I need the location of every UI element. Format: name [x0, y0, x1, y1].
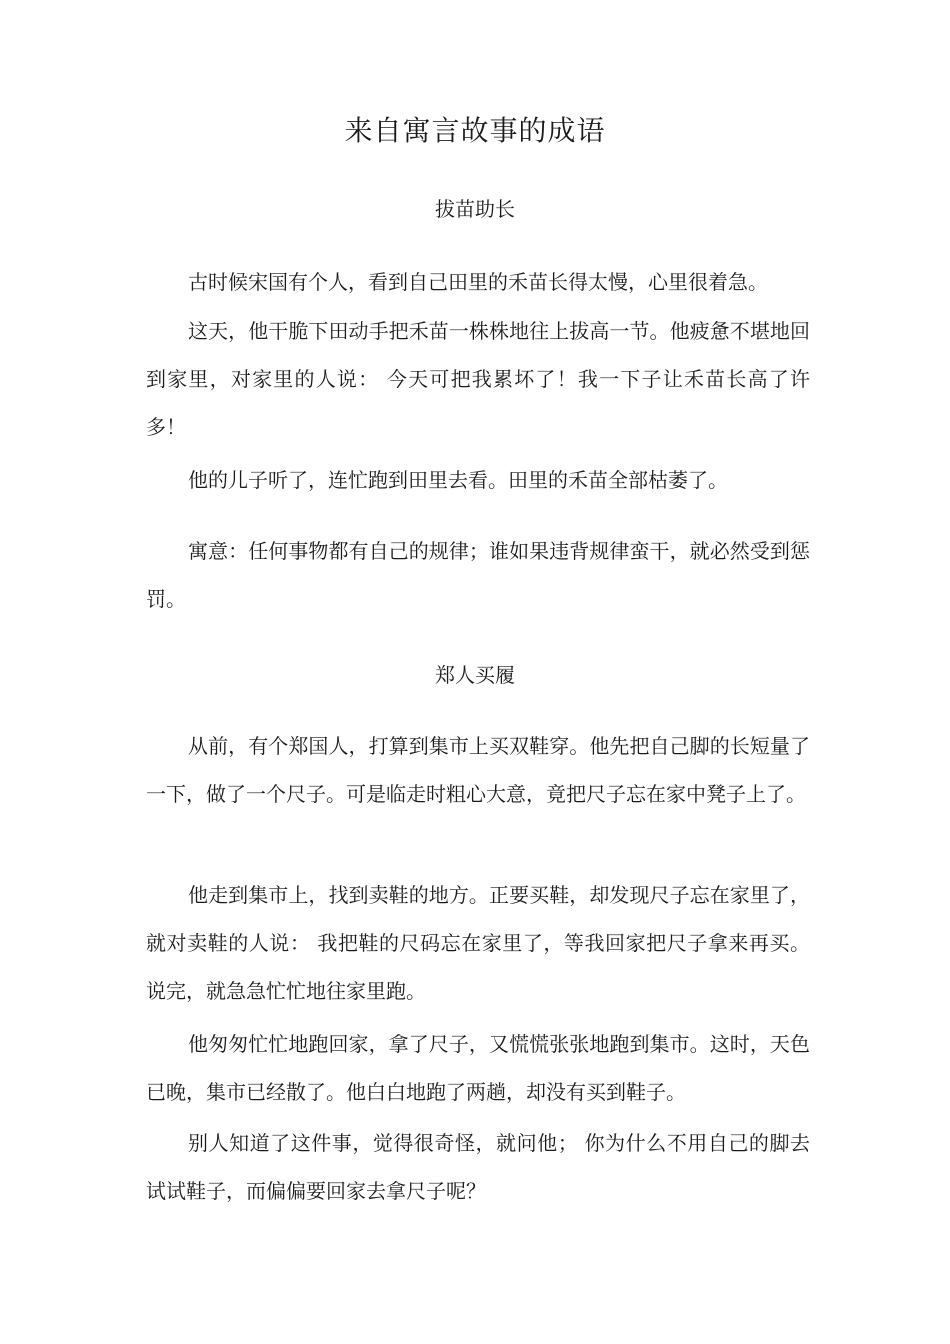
- section-heading-bamiao: 拔苗助长: [435, 197, 515, 221]
- paragraph: 别人知道了这件事，觉得很奇怪，就问他； 你为什么不用自己的脚去试试鞋子，而偏偏要回家去拿尺子呢？: [146, 1131, 810, 1203]
- paragraph-moral: 寓意：任何事物都有自己的规律；谁如果违背规律蛮干，就必然受到惩罚。: [146, 539, 810, 611]
- paragraph: 从前，有个郑国人，打算到集市上买双鞋穿。他先把自己脚的长短量了一下，做了一个尺子。可是临走时粗心大意，竟把尺子忘在家中凳子上了。: [146, 734, 810, 806]
- paragraph: 他的儿子听了，连忙跑到田里去看。田里的禾苗全部枯萎了。: [188, 468, 728, 492]
- paragraph: 他匆匆忙忙地跑回家，拿了尺子，又慌慌张张地跑到集市。这时，天色已晚，集市已经散了。他白白地跑了两趟，却没有买到鞋子。: [146, 1032, 810, 1104]
- paragraph: 古时候宋国有个人，看到自己田里的禾苗长得太慢，心里很着急。: [188, 270, 768, 294]
- section-heading-zhengren: 郑人买履: [435, 663, 515, 687]
- paragraph: 这天，他干脆下田动手把禾苗一株株地往上拔高一节。他疲惫不堪地回到家里，对家里的人说： 今天可把我累坏了！我一下子让禾苗长高了许多！: [146, 319, 810, 439]
- paragraph: 他走到集市上，找到卖鞋的地方。正要买鞋，却发现尺子忘在家里了，就对卖鞋的人说： 我把鞋的尺码忘在家里了，等我回家把尺子拿来再买。 说完，就急急忙忙地往家里跑。: [146, 883, 810, 1003]
- document-title: 来自寓言故事的成语: [344, 114, 606, 147]
